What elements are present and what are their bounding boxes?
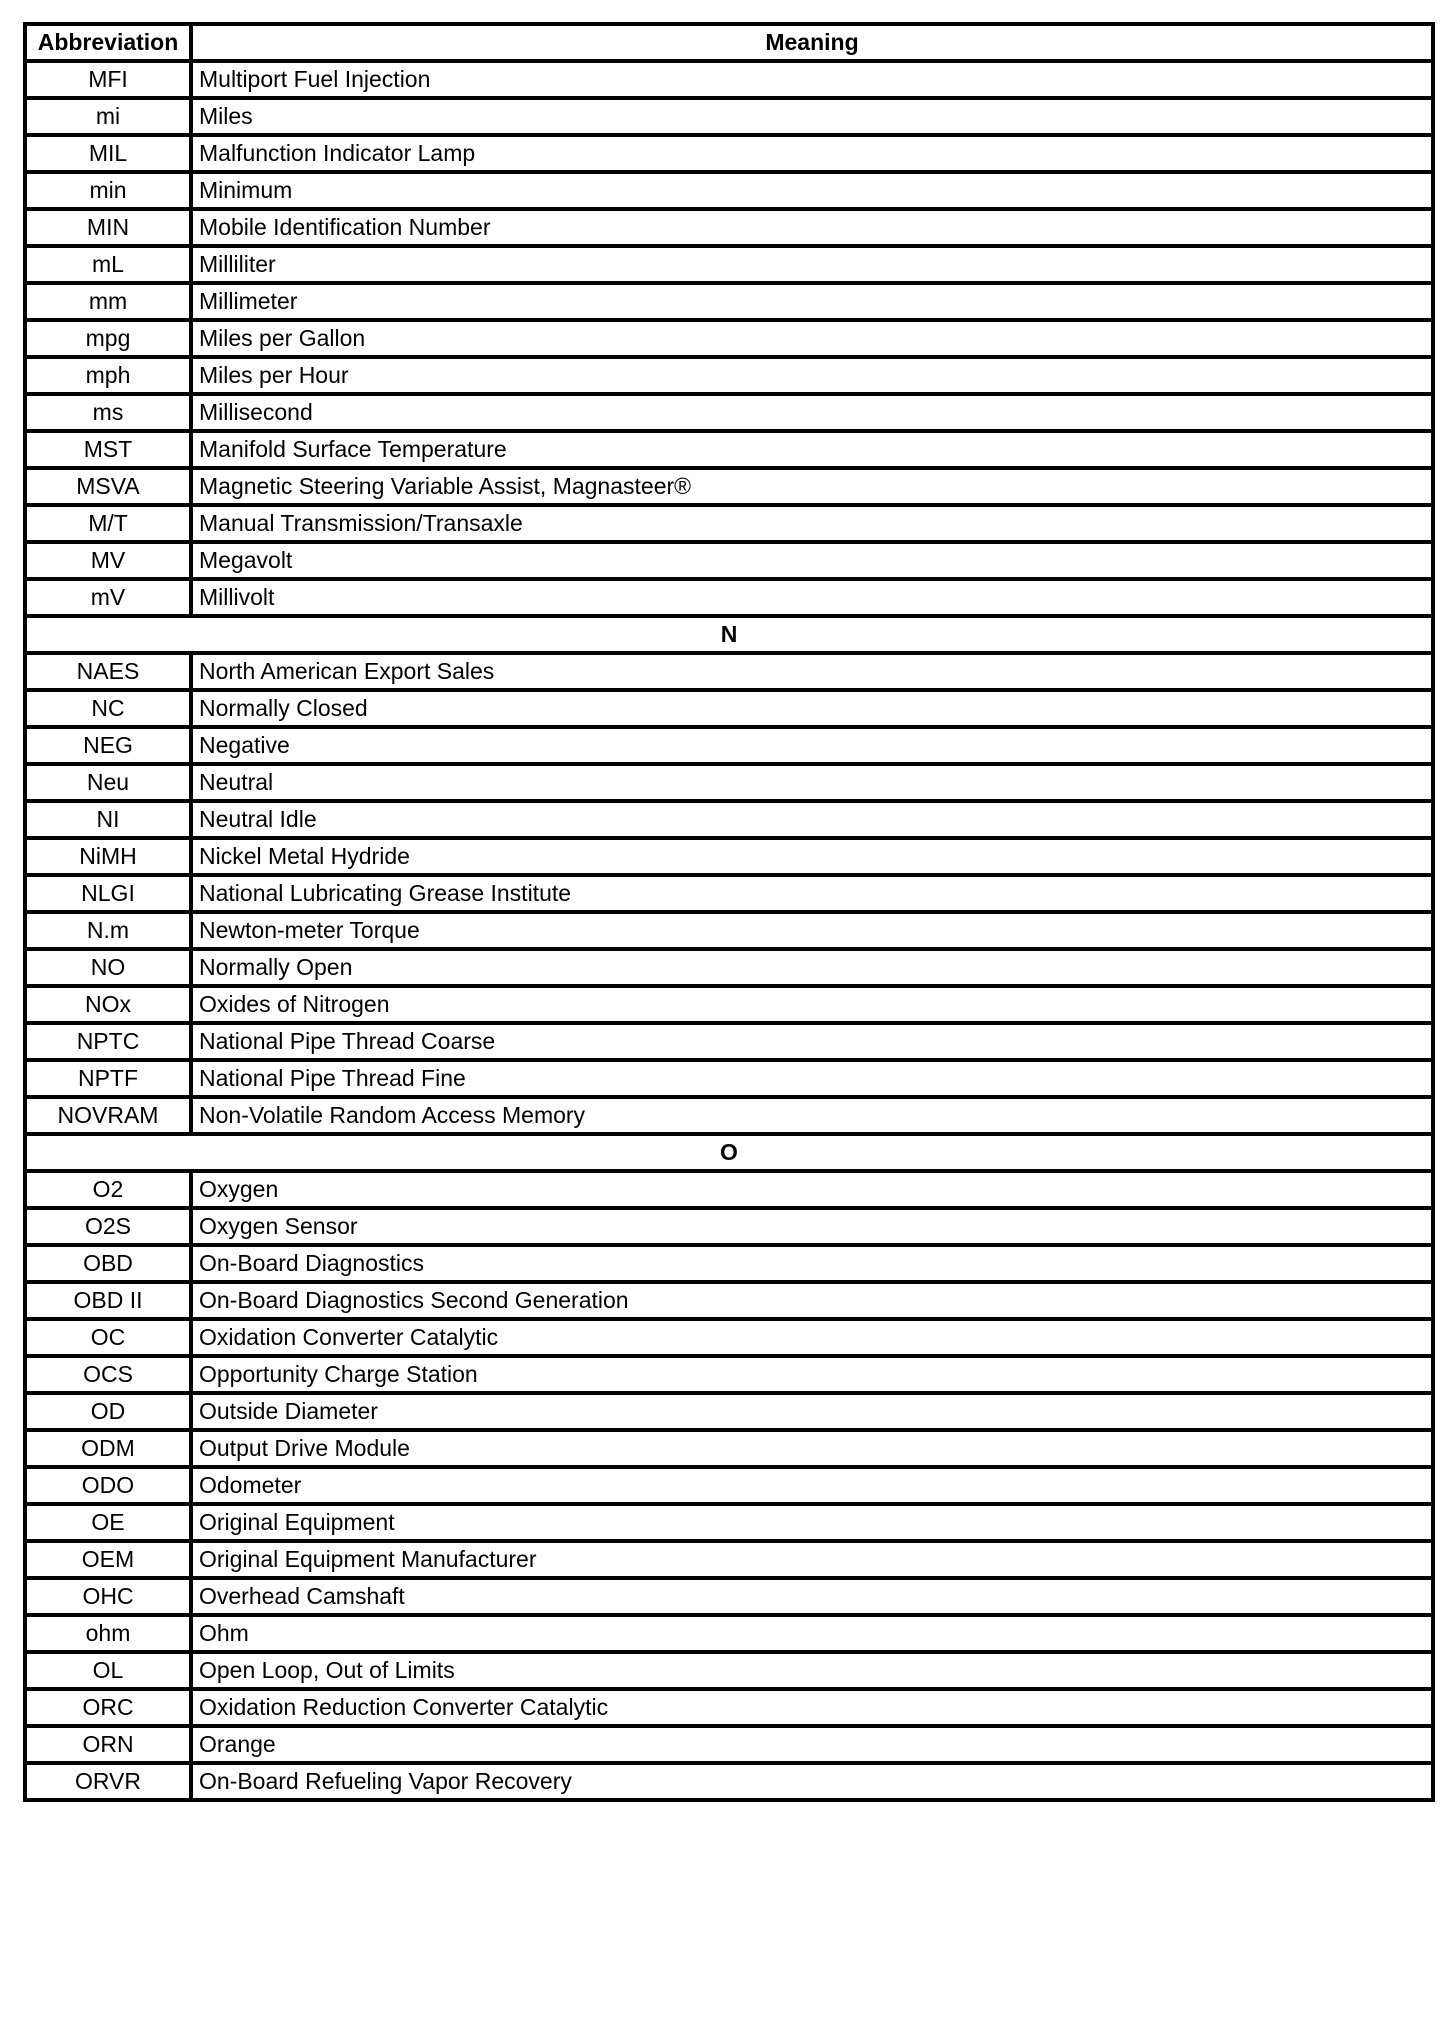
table-row	[25, 1356, 1433, 1393]
meaning-cell: National Lubricating Grease Institute	[191, 875, 1433, 912]
table-row	[25, 653, 1433, 690]
meaning-cell: Malfunction Indicator Lamp	[191, 135, 1433, 172]
abbreviation-cell: N.m	[25, 912, 191, 949]
meaning-cell: Magnetic Steering Variable Assist, Magnasteer®	[191, 468, 1433, 505]
abbreviation-cell: mL	[25, 246, 191, 283]
meaning-cell: On-Board Diagnostics	[191, 1245, 1433, 1282]
meaning-cell: National Pipe Thread Fine	[191, 1060, 1433, 1097]
abbreviation-cell: OC	[25, 1319, 191, 1356]
table-row	[25, 246, 1433, 283]
abbreviation-cell: ms	[25, 394, 191, 431]
abbreviation-cell: O2S	[25, 1208, 191, 1245]
table-row	[25, 283, 1433, 320]
table-row	[25, 468, 1433, 505]
abbreviation-cell: mm	[25, 283, 191, 320]
table-row	[25, 912, 1433, 949]
abbreviation-cell: MIN	[25, 209, 191, 246]
abbreviation-cell: OCS	[25, 1356, 191, 1393]
meaning-cell: Normally Open	[191, 949, 1433, 986]
meaning-column-header: Meaning	[191, 24, 1433, 61]
table-row	[25, 1393, 1433, 1430]
meaning-cell: Nickel Metal Hydride	[191, 838, 1433, 875]
abbreviation-column-header: Abbreviation	[25, 24, 191, 61]
table-row	[25, 1689, 1433, 1726]
abbreviation-cell: Neu	[25, 764, 191, 801]
section-header-row	[25, 616, 1433, 653]
table-row	[25, 1060, 1433, 1097]
meaning-cell: Manual Transmission/Transaxle	[191, 505, 1433, 542]
table-row	[25, 61, 1433, 98]
table-row	[25, 1023, 1433, 1060]
meaning-cell: Minimum	[191, 172, 1433, 209]
abbreviation-cell: ORC	[25, 1689, 191, 1726]
table-row	[25, 357, 1433, 394]
table-row	[25, 1615, 1433, 1652]
section-letter: O	[25, 1134, 1433, 1171]
abbreviation-cell: NAES	[25, 653, 191, 690]
abbreviation-cell: MFI	[25, 61, 191, 98]
table-row	[25, 1578, 1433, 1615]
table-row	[25, 1430, 1433, 1467]
abbreviation-cell: OD	[25, 1393, 191, 1430]
table-row	[25, 1467, 1433, 1504]
meaning-cell: Neutral	[191, 764, 1433, 801]
abbreviation-cell: mi	[25, 98, 191, 135]
table-row	[25, 1541, 1433, 1578]
table-row	[25, 320, 1433, 357]
meaning-cell: Negative	[191, 727, 1433, 764]
table-row	[25, 1171, 1433, 1208]
abbreviation-cell: min	[25, 172, 191, 209]
meaning-cell: Multiport Fuel Injection	[191, 61, 1433, 98]
meaning-cell: Miles per Hour	[191, 357, 1433, 394]
table-row	[25, 98, 1433, 135]
meaning-cell: Opportunity Charge Station	[191, 1356, 1433, 1393]
meaning-cell: Oxidation Converter Catalytic	[191, 1319, 1433, 1356]
abbreviation-cell: OL	[25, 1652, 191, 1689]
abbreviation-cell: OHC	[25, 1578, 191, 1615]
abbreviation-table	[23, 22, 1435, 1802]
meaning-cell: Mobile Identification Number	[191, 209, 1433, 246]
meaning-cell: Open Loop, Out of Limits	[191, 1652, 1433, 1689]
abbreviation-cell: OBD	[25, 1245, 191, 1282]
table-row	[25, 1763, 1433, 1800]
table-row	[25, 1097, 1433, 1134]
abbreviation-cell: NI	[25, 801, 191, 838]
table-row	[25, 542, 1433, 579]
abbreviation-cell: MV	[25, 542, 191, 579]
abbreviation-cell: NLGI	[25, 875, 191, 912]
table-row	[25, 579, 1433, 616]
abbreviation-cell: MIL	[25, 135, 191, 172]
meaning-cell: On-Board Refueling Vapor Recovery	[191, 1763, 1433, 1800]
abbreviation-cell: NOVRAM	[25, 1097, 191, 1134]
abbreviation-cell: NEG	[25, 727, 191, 764]
table-row	[25, 431, 1433, 468]
section-letter: N	[25, 616, 1433, 653]
meaning-cell: Overhead Camshaft	[191, 1578, 1433, 1615]
table-row	[25, 1504, 1433, 1541]
abbreviation-cell: MSVA	[25, 468, 191, 505]
meaning-cell: Output Drive Module	[191, 1430, 1433, 1467]
meaning-cell: Oxides of Nitrogen	[191, 986, 1433, 1023]
abbreviation-cell: NOx	[25, 986, 191, 1023]
abbreviation-cell: OBD II	[25, 1282, 191, 1319]
table-row	[25, 690, 1433, 727]
meaning-cell: Millisecond	[191, 394, 1433, 431]
table-row	[25, 801, 1433, 838]
meaning-cell: National Pipe Thread Coarse	[191, 1023, 1433, 1060]
meaning-cell: Outside Diameter	[191, 1393, 1433, 1430]
abbreviation-cell: mpg	[25, 320, 191, 357]
table-row	[25, 986, 1433, 1023]
abbreviation-cell: OE	[25, 1504, 191, 1541]
abbreviation-cell: mph	[25, 357, 191, 394]
abbreviation-cell: NPTF	[25, 1060, 191, 1097]
meaning-cell: North American Export Sales	[191, 653, 1433, 690]
meaning-cell: Odometer	[191, 1467, 1433, 1504]
meaning-cell: Oxidation Reduction Converter Catalytic	[191, 1689, 1433, 1726]
meaning-cell: Neutral Idle	[191, 801, 1433, 838]
meaning-cell: Megavolt	[191, 542, 1433, 579]
table-row	[25, 1726, 1433, 1763]
abbreviation-cell: OEM	[25, 1541, 191, 1578]
table-row	[25, 875, 1433, 912]
table-row	[25, 764, 1433, 801]
abbreviation-cell: MST	[25, 431, 191, 468]
table-row	[25, 172, 1433, 209]
meaning-cell: On-Board Diagnostics Second Generation	[191, 1282, 1433, 1319]
meaning-cell: Ohm	[191, 1615, 1433, 1652]
table-row	[25, 1245, 1433, 1282]
abbreviation-cell: ORVR	[25, 1763, 191, 1800]
table-row	[25, 1652, 1433, 1689]
meaning-cell: Miles	[191, 98, 1433, 135]
table-row	[25, 209, 1433, 246]
abbreviation-cell: ODO	[25, 1467, 191, 1504]
abbreviation-cell: ODM	[25, 1430, 191, 1467]
abbreviation-cell: ORN	[25, 1726, 191, 1763]
meaning-cell: Miles per Gallon	[191, 320, 1433, 357]
meaning-cell: Millimeter	[191, 283, 1433, 320]
table-row	[25, 394, 1433, 431]
meaning-cell: Normally Closed	[191, 690, 1433, 727]
meaning-cell: Manifold Surface Temperature	[191, 431, 1433, 468]
table-row	[25, 727, 1433, 764]
abbreviation-cell: O2	[25, 1171, 191, 1208]
table-row	[25, 949, 1433, 986]
meaning-cell: Oxygen	[191, 1171, 1433, 1208]
abbreviation-cell: mV	[25, 579, 191, 616]
meaning-cell: Milliliter	[191, 246, 1433, 283]
abbreviation-cell: NO	[25, 949, 191, 986]
table-row	[25, 135, 1433, 172]
abbreviation-cell: NPTC	[25, 1023, 191, 1060]
meaning-cell: Non-Volatile Random Access Memory	[191, 1097, 1433, 1134]
section-header-row	[25, 1134, 1433, 1171]
table-row	[25, 1282, 1433, 1319]
meaning-cell: Oxygen Sensor	[191, 1208, 1433, 1245]
table-body	[25, 61, 1433, 1800]
table-row	[25, 1319, 1433, 1356]
abbreviation-cell: NC	[25, 690, 191, 727]
table-row	[25, 505, 1433, 542]
meaning-cell: Original Equipment	[191, 1504, 1433, 1541]
meaning-cell: Orange	[191, 1726, 1433, 1763]
table-row	[25, 838, 1433, 875]
abbreviation-cell: NiMH	[25, 838, 191, 875]
table-row	[25, 1208, 1433, 1245]
meaning-cell: Millivolt	[191, 579, 1433, 616]
abbreviation-cell: M/T	[25, 505, 191, 542]
meaning-cell: Original Equipment Manufacturer	[191, 1541, 1433, 1578]
abbreviation-cell: ohm	[25, 1615, 191, 1652]
meaning-cell: Newton-meter Torque	[191, 912, 1433, 949]
table-header-row	[25, 24, 1433, 61]
